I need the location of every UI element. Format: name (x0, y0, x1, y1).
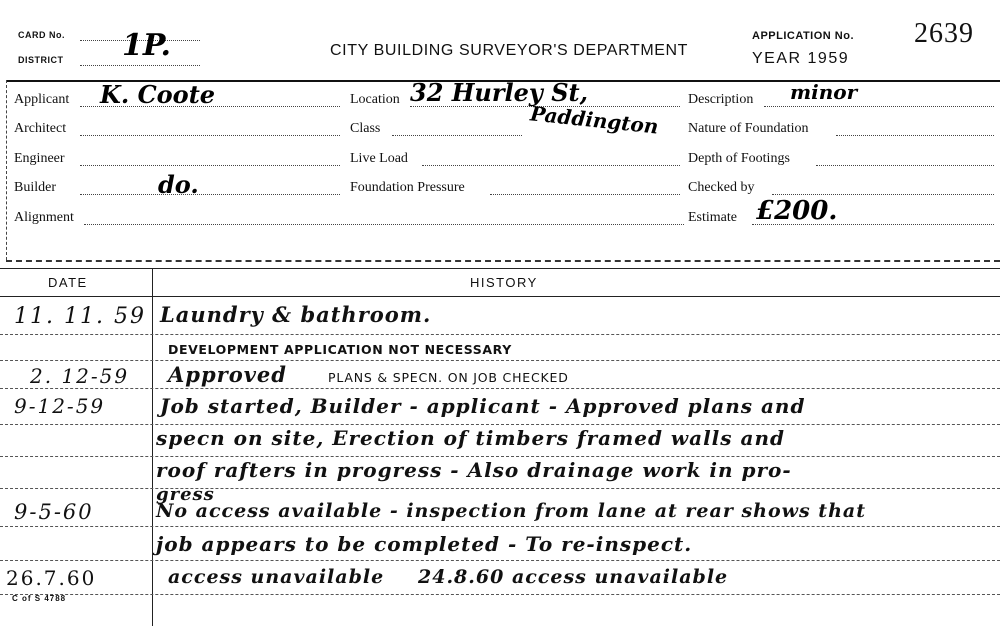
entry-text: Job started, Builder - applicant - Approved plans and (160, 394, 806, 418)
location-value: 32 Hurley St, (410, 78, 588, 107)
nature-of-foundation-label: Nature of Foundation (688, 121, 809, 136)
row-line (0, 526, 1000, 527)
estimate-value: £200. (756, 196, 838, 226)
row-line (0, 488, 1000, 489)
entry-typed: PLANS & SPECN. ON JOB CHECKED (328, 370, 569, 385)
info-box-bottom-border (6, 260, 1000, 262)
entry-date: 11. 11. 59 (14, 304, 146, 329)
history-header: HISTORY (470, 275, 538, 290)
depth-of-footings-label: Depth of Footings (688, 151, 790, 166)
architect-label: Architect (14, 121, 67, 136)
entry-text: roof rafters in progress - Also drainage work in pro- (156, 458, 792, 482)
builder-line (80, 194, 340, 195)
entry-typed: DEVELOPMENT APPLICATION NOT NECESSARY (168, 342, 512, 357)
estimate-label: Estimate (688, 210, 737, 225)
district-label: DISTRICT (18, 55, 64, 65)
builder-value: do. (158, 170, 199, 199)
application-no-label: APPLICATION No. (752, 30, 855, 42)
entry-text: Approved (168, 362, 287, 387)
form-code: C of S 4788 (12, 594, 67, 603)
nature-of-foundation-line (836, 135, 994, 136)
entry-text: No access available - inspection from lane at rear shows that (156, 500, 866, 522)
engineer-line (80, 165, 340, 166)
row-line (0, 360, 1000, 361)
description-label: Description (688, 92, 754, 107)
engineer-label: Engineer (14, 151, 65, 166)
alignment-label: Alignment (14, 210, 74, 225)
entry-date: 26.7.60 (6, 566, 97, 590)
class-label: Class (350, 121, 381, 136)
location-suburb: Paddington (529, 101, 660, 139)
class-line (392, 135, 522, 136)
entry-text: Laundry & bathroom. (160, 302, 432, 327)
live-load-label: Live Load (350, 151, 408, 166)
history-header-border (0, 296, 1000, 297)
entry-text-second: 24.8.60 access unavailable (418, 566, 729, 588)
row-line (0, 456, 1000, 457)
entry-date: 2. 12-59 (30, 364, 130, 388)
entry-text: specn on site, Erection of timbers framed walls and (156, 426, 785, 450)
district-line (80, 65, 200, 66)
checked-by-label: Checked by (688, 180, 755, 195)
row-line (0, 594, 1000, 595)
location-label: Location (350, 92, 400, 107)
live-load-line (422, 165, 680, 166)
history-top-border (0, 268, 1000, 269)
info-box-left-border (6, 80, 7, 260)
architect-line (80, 135, 340, 136)
foundation-pressure-label: Foundation Pressure (350, 180, 465, 195)
row-line (0, 334, 1000, 335)
entry-text: gress (156, 484, 215, 505)
date-column-divider (152, 268, 153, 626)
applicant-value: K. Coote (100, 80, 216, 109)
checked-by-line (772, 194, 994, 195)
application-no: 2639 (914, 18, 974, 49)
department-title: CITY BUILDING SURVEYOR'S DEPARTMENT (330, 42, 689, 59)
applicant-label: Applicant (14, 92, 70, 107)
foundation-pressure-line (490, 194, 680, 195)
card-no-label: CARD No. (18, 30, 65, 40)
entry-text: access unavailable (168, 566, 385, 588)
entry-date: 9-12-59 (14, 394, 106, 418)
builder-label: Builder (14, 180, 56, 195)
entry-text: job appears to be completed - To re-inspect. (156, 532, 693, 556)
row-line (0, 424, 1000, 425)
depth-of-footings-line (816, 165, 994, 166)
row-line (0, 560, 1000, 561)
alignment-line (84, 224, 684, 225)
description-value: minor (790, 80, 858, 104)
row-line (0, 388, 1000, 389)
date-header: DATE (48, 275, 88, 290)
year-label: YEAR 1959 (752, 50, 850, 67)
district-value: 1P. (122, 28, 171, 63)
entry-date: 9-5-60 (14, 500, 94, 524)
description-line (764, 106, 994, 107)
